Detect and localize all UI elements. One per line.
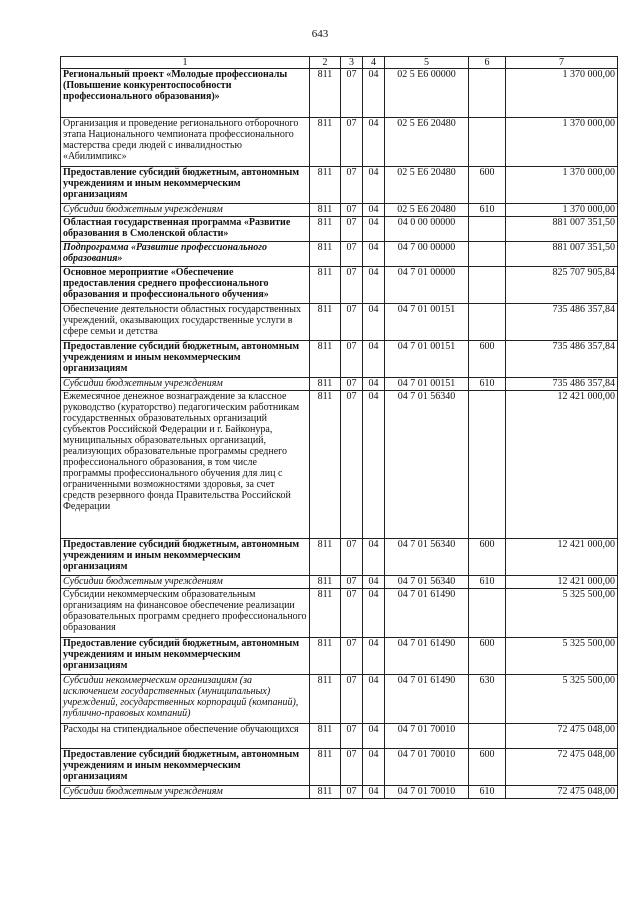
row-expense-type-cell: 610 [469, 576, 506, 589]
row-code-cell: 811 [310, 304, 341, 341]
row-section-cell: 07 [341, 576, 363, 589]
row-amount-cell: 5 325 500,00 [506, 589, 618, 638]
row-section-cell: 07 [341, 69, 363, 118]
row-section-cell: 07 [341, 638, 363, 675]
row-amount-cell: 72 475 048,00 [506, 749, 618, 786]
row-code-cell: 811 [310, 267, 341, 304]
row-code-cell: 811 [310, 242, 341, 267]
row-expense-type-cell: 600 [469, 167, 506, 204]
table-row [61, 217, 618, 242]
row-expense-type-cell [469, 589, 506, 638]
row-subsection-cell: 04 [363, 69, 385, 118]
row-name-cell: Региональный проект «Молодые профессионалы (Повышение конкурентоспособности профессионального образования)» [61, 69, 310, 118]
row-expense-type-cell: 610 [469, 378, 506, 391]
row-section-cell: 07 [341, 391, 363, 539]
table-row [61, 304, 618, 341]
table-row [61, 391, 618, 539]
row-name-cell: Предоставление субсидий бюджетным, автономным учреждениям и иным некоммерческим организациям [61, 341, 310, 378]
row-amount-cell: 1 370 000,00 [506, 69, 618, 118]
row-amount-cell: 735 486 357,84 [506, 378, 618, 391]
row-name-cell: Ежемесячное денежное вознаграждение за классное руководство (кураторство) педагогическим работникам государственных образовательных организаций субъектов Российской Федерации и г. Байконура, муниципальных образовательных организаций, реализующих образовательные программы среднего профессионального образования, в том числе программы профессионального обучения для лиц с ограниченными возможностями здоровья, за счет средств резервного фонда Правительства Российской Федерации [61, 391, 310, 539]
row-name-cell: Субсидии некоммерческим образовательным организациям на финансовое обеспечение реализации образовательных программ среднего профессионального образования [61, 589, 310, 638]
row-amount-cell: 12 421 000,00 [506, 539, 618, 576]
table-row [61, 786, 618, 799]
row-section-cell: 07 [341, 167, 363, 204]
row-section-cell: 07 [341, 217, 363, 242]
table-row [61, 69, 618, 118]
row-subsection-cell: 04 [363, 267, 385, 304]
row-amount-cell: 881 007 351,50 [506, 242, 618, 267]
row-section-cell: 07 [341, 378, 363, 391]
row-subsection-cell: 04 [363, 204, 385, 217]
table-row [61, 576, 618, 589]
row-subsection-cell: 04 [363, 378, 385, 391]
row-amount-cell: 1 370 000,00 [506, 204, 618, 217]
row-section-cell: 07 [341, 267, 363, 304]
row-target-cell: 02 5 Е6 20480 [385, 204, 469, 217]
row-amount-cell: 12 421 000,00 [506, 576, 618, 589]
row-target-cell: 02 5 Е6 20480 [385, 118, 469, 167]
row-code-cell: 811 [310, 638, 341, 675]
row-code-cell: 811 [310, 118, 341, 167]
header-col-3: 3 [341, 57, 363, 69]
row-target-cell: 04 7 01 70010 [385, 749, 469, 786]
row-target-cell: 04 7 01 00151 [385, 304, 469, 341]
row-target-cell: 04 7 01 00000 [385, 267, 469, 304]
row-code-cell: 811 [310, 378, 341, 391]
row-name-cell: Субсидии бюджетным учреждениям [61, 786, 310, 799]
row-section-cell: 07 [341, 341, 363, 378]
row-name-cell: Субсидии бюджетным учреждениям [61, 576, 310, 589]
row-name-cell: Организация и проведение регионального отборочного этапа Национального чемпионата профессионального мастерства среди людей с инвалидностью «Абилимпикс» [61, 118, 310, 167]
row-name-cell: Субсидии бюджетным учреждениям [61, 204, 310, 217]
row-target-cell: 04 7 01 56340 [385, 576, 469, 589]
table-row [61, 118, 618, 167]
row-name-cell: Предоставление субсидий бюджетным, автономным учреждениям и иным некоммерческим организациям [61, 638, 310, 675]
table-row [61, 204, 618, 217]
row-subsection-cell: 04 [363, 786, 385, 799]
row-code-cell: 811 [310, 341, 341, 378]
table-row [61, 378, 618, 391]
row-subsection-cell: 04 [363, 724, 385, 749]
row-section-cell: 07 [341, 589, 363, 638]
row-code-cell: 811 [310, 749, 341, 786]
table-row [61, 589, 618, 638]
row-amount-cell: 12 421 000,00 [506, 391, 618, 539]
row-expense-type-cell: 600 [469, 539, 506, 576]
row-target-cell: 02 5 Е6 20480 [385, 167, 469, 204]
row-name-cell: Субсидии некоммерческим организациям (за исключением государственных (муниципальных) учреждений, государственных корпораций (компаний), публично-правовых компаний) [61, 675, 310, 724]
row-name-cell: Обеспечение деятельности областных государственных учреждений, оказывающих государственные услуги в сфере семьи и детства [61, 304, 310, 341]
row-amount-cell: 735 486 357,84 [506, 341, 618, 378]
row-code-cell: 811 [310, 724, 341, 749]
row-section-cell: 07 [341, 749, 363, 786]
row-section-cell: 07 [341, 786, 363, 799]
row-subsection-cell: 04 [363, 341, 385, 378]
row-subsection-cell: 04 [363, 118, 385, 167]
row-section-cell: 07 [341, 242, 363, 267]
row-target-cell: 04 7 01 61490 [385, 638, 469, 675]
row-expense-type-cell: 600 [469, 638, 506, 675]
row-section-cell: 07 [341, 118, 363, 167]
header-col-4: 4 [363, 57, 385, 69]
row-expense-type-cell [469, 69, 506, 118]
row-amount-cell: 72 475 048,00 [506, 724, 618, 749]
row-subsection-cell: 04 [363, 242, 385, 267]
row-target-cell: 04 7 01 56340 [385, 391, 469, 539]
row-subsection-cell: 04 [363, 638, 385, 675]
row-expense-type-cell [469, 217, 506, 242]
row-expense-type-cell [469, 267, 506, 304]
row-code-cell: 811 [310, 204, 341, 217]
row-amount-cell: 881 007 351,50 [506, 217, 618, 242]
row-code-cell: 811 [310, 786, 341, 799]
row-subsection-cell: 04 [363, 391, 385, 539]
table-row [61, 638, 618, 675]
row-subsection-cell: 04 [363, 675, 385, 724]
row-subsection-cell: 04 [363, 217, 385, 242]
row-code-cell: 811 [310, 167, 341, 204]
row-subsection-cell: 04 [363, 539, 385, 576]
header-col-2: 2 [310, 57, 341, 69]
row-section-cell: 07 [341, 675, 363, 724]
row-expense-type-cell: 600 [469, 749, 506, 786]
row-code-cell: 811 [310, 576, 341, 589]
row-expense-type-cell: 610 [469, 204, 506, 217]
row-target-cell: 04 7 01 00151 [385, 378, 469, 391]
table-row [61, 539, 618, 576]
row-target-cell: 04 7 01 61490 [385, 589, 469, 638]
row-amount-cell: 735 486 357,84 [506, 304, 618, 341]
header-col-5: 5 [385, 57, 469, 69]
row-subsection-cell: 04 [363, 167, 385, 204]
row-section-cell: 07 [341, 539, 363, 576]
row-amount-cell: 1 370 000,00 [506, 167, 618, 204]
table-row [61, 724, 618, 749]
row-amount-cell: 5 325 500,00 [506, 638, 618, 675]
row-target-cell: 02 5 Е6 00000 [385, 69, 469, 118]
row-target-cell: 04 7 00 00000 [385, 242, 469, 267]
row-name-cell: Расходы на стипендиальное обеспечение обучающихся [61, 724, 310, 749]
table-row [61, 675, 618, 724]
table-row [61, 341, 618, 378]
row-amount-cell: 1 370 000,00 [506, 118, 618, 167]
row-section-cell: 07 [341, 304, 363, 341]
row-target-cell: 04 7 01 61490 [385, 675, 469, 724]
row-name-cell: Подпрограмма «Развитие профессионального образования» [61, 242, 310, 267]
row-target-cell: 04 7 01 70010 [385, 724, 469, 749]
row-code-cell: 811 [310, 539, 341, 576]
row-expense-type-cell [469, 242, 506, 267]
header-col-6: 6 [469, 57, 506, 69]
table-row [61, 267, 618, 304]
row-expense-type-cell: 610 [469, 786, 506, 799]
row-expense-type-cell [469, 724, 506, 749]
header-col-7: 7 [506, 57, 618, 69]
row-expense-type-cell [469, 304, 506, 341]
table-header-row [61, 57, 618, 69]
budget-table [60, 56, 618, 799]
row-code-cell: 811 [310, 589, 341, 638]
row-name-cell: Областная государственная программа «Развитие образования в Смоленской области» [61, 217, 310, 242]
row-amount-cell: 72 475 048,00 [506, 786, 618, 799]
row-target-cell: 04 0 00 00000 [385, 217, 469, 242]
row-name-cell: Предоставление субсидий бюджетным, автономным учреждениям и иным некоммерческим организациям [61, 539, 310, 576]
row-subsection-cell: 04 [363, 589, 385, 638]
table-row [61, 242, 618, 267]
row-target-cell: 04 7 01 56340 [385, 539, 469, 576]
row-expense-type-cell [469, 118, 506, 167]
row-subsection-cell: 04 [363, 749, 385, 786]
row-subsection-cell: 04 [363, 576, 385, 589]
row-expense-type-cell: 630 [469, 675, 506, 724]
row-name-cell: Предоставление субсидий бюджетным, автономным учреждениям и иным некоммерческим организациям [61, 749, 310, 786]
row-amount-cell: 825 707 905,84 [506, 267, 618, 304]
row-code-cell: 811 [310, 217, 341, 242]
table-row [61, 749, 618, 786]
row-code-cell: 811 [310, 391, 341, 539]
row-target-cell: 04 7 01 00151 [385, 341, 469, 378]
row-target-cell: 04 7 01 70010 [385, 786, 469, 799]
row-code-cell: 811 [310, 675, 341, 724]
row-expense-type-cell: 600 [469, 341, 506, 378]
row-name-cell: Субсидии бюджетным учреждениям [61, 378, 310, 391]
page-number: 643 [311, 28, 329, 40]
row-expense-type-cell [469, 391, 506, 539]
row-name-cell: Основное мероприятие «Обеспечение предоставления среднего профессионального образования и профессионального обучения» [61, 267, 310, 304]
table-row [61, 167, 618, 204]
row-code-cell: 811 [310, 69, 341, 118]
row-amount-cell: 5 325 500,00 [506, 675, 618, 724]
header-col-1: 1 [61, 57, 310, 69]
row-section-cell: 07 [341, 724, 363, 749]
row-section-cell: 07 [341, 204, 363, 217]
row-name-cell: Предоставление субсидий бюджетным, автономным учреждениям и иным некоммерческим организациям [61, 167, 310, 204]
row-subsection-cell: 04 [363, 304, 385, 341]
